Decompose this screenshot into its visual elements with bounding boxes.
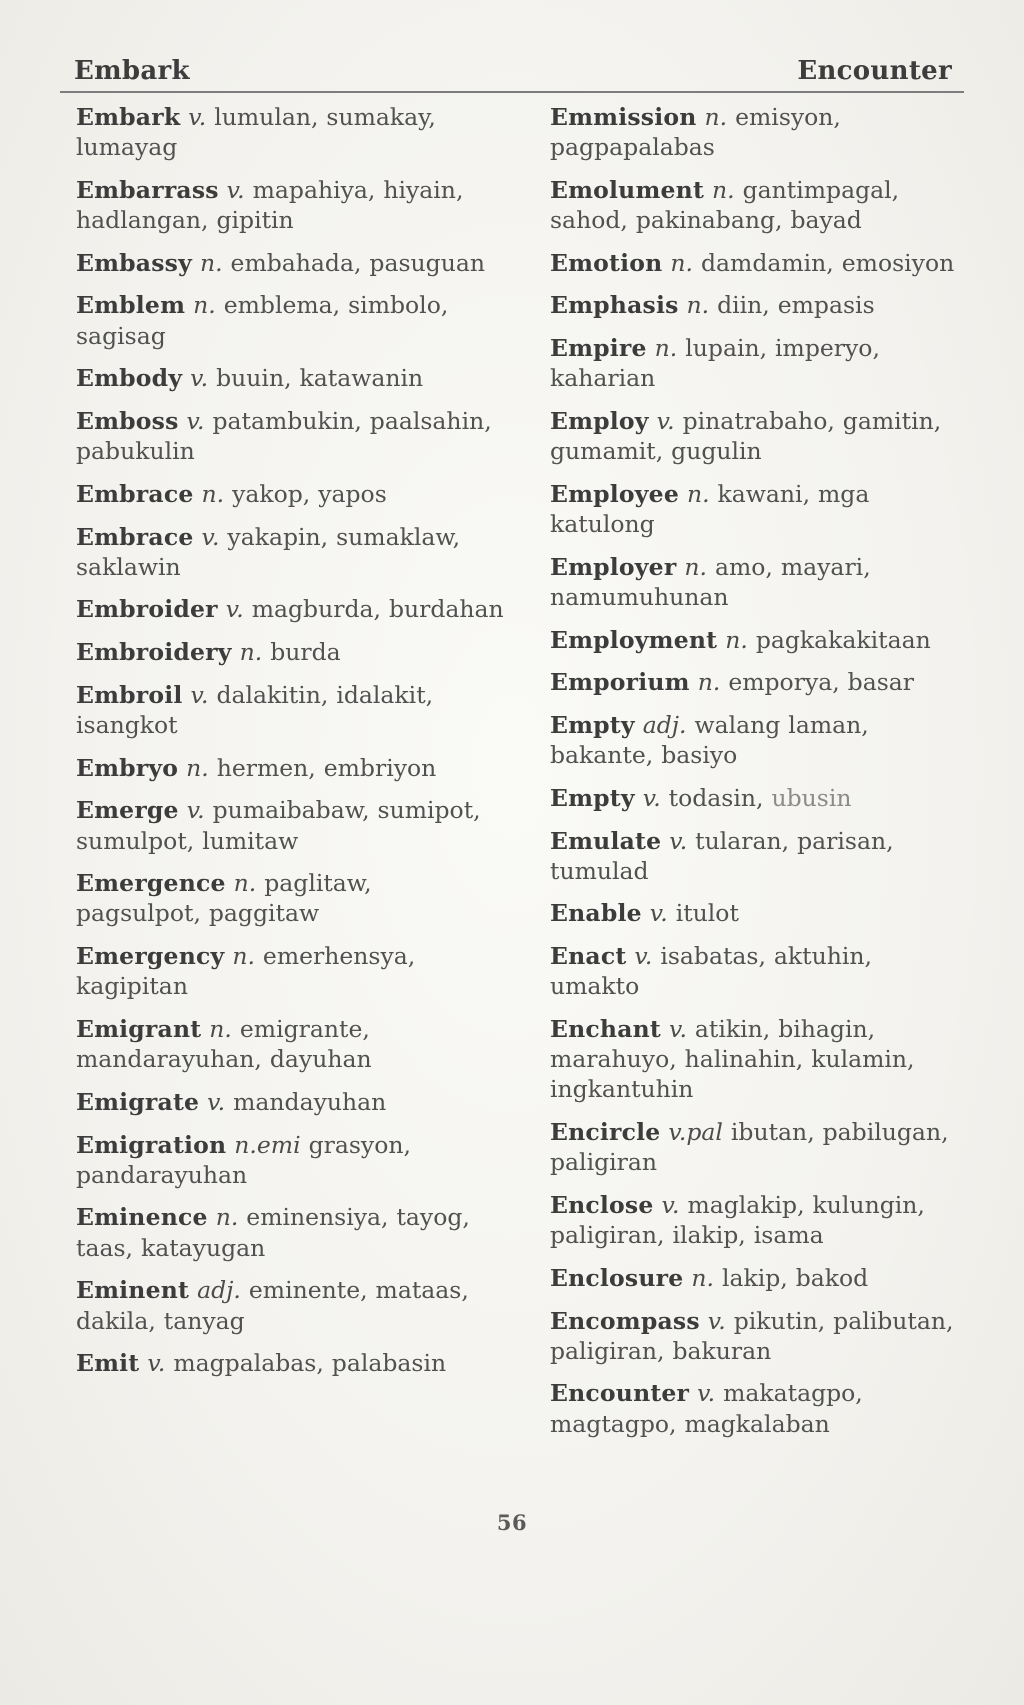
running-head [60, 46, 964, 86]
entry-part-of-speech: v. [661, 1190, 680, 1219]
entry-part-of-speech: v. [226, 175, 245, 204]
entry-part-of-speech: v. [186, 796, 205, 825]
entry-part-of-speech: n.emi [234, 1130, 301, 1159]
entry-part-of-speech: n. [725, 625, 748, 654]
entry-headword: Empire [550, 334, 647, 363]
entry-gloss: emerhensya, kagipitan [76, 942, 416, 1001]
entry-part-of-speech: v. [188, 103, 207, 131]
entry-gloss: diin, empasis [717, 291, 875, 320]
entry-headword: Enclosure [550, 1263, 684, 1292]
entry-part-of-speech: v. [225, 595, 244, 624]
entry-headword: Employment [550, 625, 718, 654]
entry-part-of-speech: n. [686, 291, 710, 320]
entry-gloss: eminensiya, tayog, taas, katayugan [76, 1203, 470, 1262]
entry-part-of-speech: n. [201, 479, 225, 508]
dictionary-entry [550, 1014, 962, 1105]
entry-gloss: gantimpagal, sahod, pakinabang, bayad [550, 175, 900, 235]
entry-headword: Emigration [76, 1130, 227, 1159]
entry-gloss: itulot [675, 899, 739, 928]
dictionary-entry [76, 868, 504, 928]
entry-headword: Emergency [76, 942, 225, 971]
entry-headword: Emphasis [550, 291, 679, 320]
dictionary-entry [76, 941, 504, 1001]
entry-gloss: eminente, mataas, dakila, tanyag [76, 1276, 469, 1335]
entry-headword: Enable [550, 899, 642, 928]
entry-headword: Embarrass [76, 175, 219, 204]
entry-part-of-speech: adj. [642, 711, 687, 739]
dictionary-entry [550, 783, 962, 813]
entry-headword: Embroider [76, 595, 218, 624]
entry-part-of-speech: n. [697, 668, 721, 697]
entry-headword: Encircle [550, 1118, 661, 1147]
dictionary-entry [550, 1263, 962, 1293]
dictionary-entry [550, 625, 962, 655]
entry-gloss: yakop, yapos [232, 479, 387, 508]
entry-gloss: pikutin, palibutan, paligiran, bakuran [550, 1306, 954, 1365]
entry-headword: Enclose [550, 1190, 654, 1219]
entry-part-of-speech: n. [199, 248, 223, 277]
dictionary-entry [76, 1202, 504, 1262]
right-column [542, 102, 962, 1439]
dictionary-entry [550, 552, 962, 612]
entry-headword: Emigrate [76, 1087, 200, 1116]
entry-gloss: yakapin, sumaklaw, saklawin [76, 522, 461, 581]
entry-gloss: walang laman, bakante, basiyo [550, 711, 869, 770]
dictionary-entry [550, 479, 962, 539]
entry-headword: Eminent [76, 1276, 190, 1305]
left-column [60, 102, 512, 1378]
entry-gloss: lakip, bakod [721, 1263, 869, 1292]
dictionary-entry [76, 102, 504, 162]
entry-part-of-speech: n. [209, 1015, 232, 1043]
entry-part-of-speech: v. [656, 407, 675, 435]
dictionary-entry [550, 941, 962, 1001]
entry-part-of-speech: v. [697, 1379, 716, 1408]
dictionary-entry [76, 290, 504, 350]
entry-gloss: todasin, ubusin [668, 783, 852, 812]
entry-part-of-speech: v. [147, 1349, 166, 1378]
entry-gloss: emporya, basar [728, 668, 915, 697]
entry-headword: Emporium [550, 668, 690, 697]
entry-headword: Embrace [76, 522, 194, 551]
entry-gloss: ibutan, pabilugan, paligiran [550, 1118, 949, 1177]
entry-part-of-speech: n. [233, 869, 257, 898]
entry-part-of-speech: n. [186, 753, 209, 782]
entry-gloss: emigrante, mandarayuhan, dayuhan [76, 1015, 372, 1074]
entry-part-of-speech: n. [232, 942, 255, 971]
dictionary-entry [550, 1190, 962, 1250]
entry-headword: Employee [550, 479, 679, 508]
entry-part-of-speech: n. [704, 103, 728, 131]
entry-headword: Embark [76, 103, 181, 131]
entry-part-of-speech: n. [239, 638, 263, 667]
entry-part-of-speech: n. [654, 334, 678, 363]
entry-gloss: patambukin, paalsahin, pabukulin [76, 407, 492, 466]
entry-headword: Embroil [76, 680, 183, 709]
entry-part-of-speech: v. [190, 680, 209, 709]
entry-gloss: magpalabas, palabasin [173, 1349, 447, 1378]
dictionary-entry [76, 479, 504, 509]
entry-headword: Emotion [550, 248, 663, 277]
entry-headword: Emit [76, 1349, 140, 1378]
entry-headword: Emulate [550, 826, 662, 855]
entry-gloss: hermen, embriyon [216, 753, 437, 782]
entry-part-of-speech: n. [670, 248, 693, 277]
dictionary-entry [550, 1306, 962, 1366]
entry-gloss: magburda, burdahan [251, 595, 504, 624]
dictionary-entry [76, 406, 504, 466]
entry-part-of-speech: v. [186, 407, 205, 435]
entry-headword: Emboss [76, 407, 179, 435]
entry-gloss: pinatrabaho, gamitin, gumamit, gugulin [550, 407, 942, 466]
dictionary-entry [76, 1348, 504, 1378]
dictionary-entry [76, 522, 504, 582]
dictionary-entry [550, 406, 962, 466]
dictionary-entry [550, 667, 962, 697]
dictionary-entry [76, 248, 504, 278]
dictionary-entry [550, 175, 962, 235]
entry-headword: Enact [550, 942, 627, 971]
page-number: 56 [496, 1510, 528, 1535]
entry-headword: Embody [76, 364, 183, 393]
entry-gloss: tularan, parisan, tumulad [550, 826, 894, 885]
entry-part-of-speech: adj. [197, 1276, 241, 1305]
entry-headword: Embryo [76, 753, 179, 782]
dictionary-entry [550, 248, 962, 278]
dictionary-entry [550, 1378, 962, 1438]
entry-gloss: embahada, pasuguan [230, 248, 485, 277]
entry-part-of-speech: v. [642, 783, 661, 812]
entry-gloss: atikin, bihagin, marahuyo, halinahin, kulamin, ingkantuhin [550, 1015, 915, 1104]
entry-part-of-speech: v. [190, 364, 209, 393]
entry-part-of-speech: v.pal [668, 1118, 723, 1147]
dictionary-entry [550, 1117, 962, 1177]
entry-gloss: damdamin, emosiyon [700, 248, 955, 277]
entry-part-of-speech: v. [669, 826, 688, 855]
entry-part-of-speech: n. [686, 479, 710, 508]
dictionary-entry [76, 1087, 504, 1117]
entry-gloss: maglakip, kulungin, paligiran, ilakip, isama [550, 1190, 925, 1250]
entry-gloss: buuin, katawanin [216, 364, 424, 393]
entry-headword: Emigrant [76, 1015, 202, 1043]
entry-part-of-speech: v. [634, 942, 653, 971]
entry-part-of-speech: v. [649, 899, 668, 928]
entry-gloss: burda [270, 638, 341, 667]
entry-headword: Empty [550, 711, 635, 739]
entry-gloss: pagkakakitaan [755, 625, 931, 654]
entry-gloss: lumulan, sumakay, lumayag [76, 103, 436, 162]
entry-gloss: mapahiya, hiyain, hadlangan, gipitin [76, 175, 464, 235]
running-head-right-word: Encounter [797, 56, 952, 86]
entry-headword: Emolument [550, 175, 705, 204]
dictionary-entry [76, 795, 504, 855]
dictionary-entry [550, 710, 962, 770]
entry-gloss: lupain, imperyo, kaharian [550, 334, 880, 393]
dictionary-entry [76, 175, 504, 235]
dictionary-entry [550, 898, 962, 928]
dictionary-entry [76, 594, 504, 624]
dictionary-entry [550, 290, 962, 320]
entry-gloss: dalakitin, idalakit, isangkot [76, 680, 434, 739]
entry-headword: Embassy [76, 248, 192, 277]
entry-headword: Emergence [76, 869, 226, 898]
entry-headword: Embroidery [76, 638, 232, 667]
dictionary-entry [76, 1275, 504, 1335]
running-head-left-word: Embark [74, 56, 190, 86]
entry-gloss: emblema, simbolo, sagisag [76, 291, 449, 350]
entry-gloss: mandayuhan [233, 1087, 387, 1116]
entry-part-of-speech: n. [193, 291, 216, 320]
header-rule [60, 91, 964, 93]
dictionary-entry [76, 1130, 504, 1190]
entry-part-of-speech: n. [215, 1203, 239, 1232]
entry-gloss: makatagpo, magtagpo, magkalaban [550, 1379, 863, 1438]
entry-headword: Embrace [76, 479, 194, 508]
entry-part-of-speech: n. [684, 552, 707, 581]
entry-headword: Encounter [550, 1379, 690, 1408]
dictionary-entry [550, 826, 962, 886]
entry-part-of-speech: v. [707, 1306, 726, 1335]
dictionary-entry [550, 333, 962, 393]
entry-headword: Emerge [76, 796, 179, 825]
entry-headword: Emmission [550, 103, 697, 131]
entry-headword: Employer [550, 552, 677, 581]
entry-gloss: paglitaw, pagsulpot, paggitaw [76, 869, 372, 928]
entry-gloss: amo, mayari, namumuhunan [550, 552, 871, 611]
entry-part-of-speech: n. [712, 175, 735, 204]
entry-headword: Eminence [76, 1203, 208, 1232]
entry-gloss: emisyon, pagpapalabas [550, 103, 841, 162]
dictionary-entry [76, 363, 504, 393]
dictionary-entry [76, 680, 504, 740]
entry-part-of-speech: v. [207, 1087, 226, 1116]
dictionary-entry [76, 637, 504, 667]
entry-headword: Emblem [76, 291, 186, 320]
entry-headword: Encompass [550, 1306, 700, 1335]
dictionary-entry [76, 753, 504, 783]
entry-columns [60, 102, 964, 1439]
entry-gloss: kawani, mga katulong [550, 479, 870, 539]
entry-gloss: grasyon, pandarayuhan [76, 1130, 411, 1189]
entry-part-of-speech: n. [691, 1263, 714, 1292]
entry-headword: Employ [550, 407, 649, 435]
entry-headword: Empty [550, 783, 635, 812]
dictionary-entry [550, 102, 962, 162]
entry-gloss: pumaibabaw, sumipot, sumulpot, lumitaw [76, 796, 481, 855]
entry-part-of-speech: v. [668, 1015, 687, 1043]
entry-gloss-faded: ubusin [771, 783, 852, 812]
dictionary-entry [76, 1014, 504, 1074]
entry-part-of-speech: v. [201, 522, 220, 551]
entry-headword: Enchant [550, 1015, 661, 1043]
entry-gloss: isabatas, aktuhin, umakto [550, 942, 873, 1001]
